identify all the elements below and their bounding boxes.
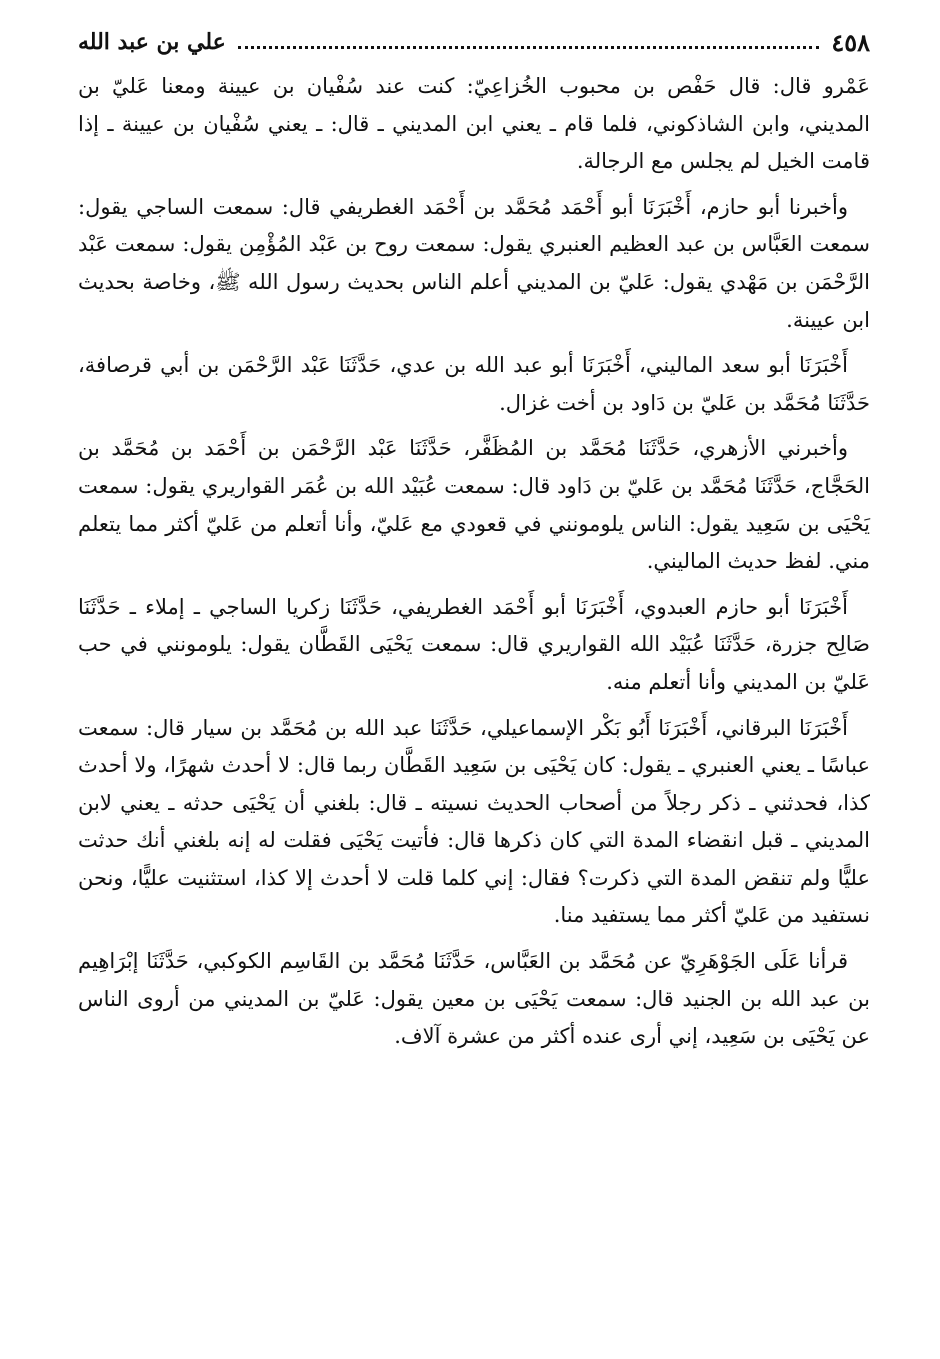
paragraph: وأخبرني الأزهري، حَدَّثَنَا مُحَمَّد بن المُظَفَّر، حَدَّثَنَا عَبْد الرَّحْمَن بن أَحْمَد بن مُحَمَّد بن الحَجَّاج، حَدَّثَنَا مُحَمَّد بن عَليّ بن دَاود قال: سمعت عُبَيْد الله بن عُمَر القواريري يقول: سمعت يَحْيَى بن سَعِيد يقول: الناس يلومونني في قعودي مع عَليّ، وأنا أتعلم من عَليّ أكثر مما يتعلم مني. لفظ حديث الماليني. (78, 436, 870, 574)
paragraph: عَمْرو قال: قال حَفْص بن محبوب الخُزاعِيّ: كنت عند سُفْيان بن عيينة ومعنا عَليّ بن المديني، وابن الشاذكوني، فلما قام ـ يعني ابن المديني ـ قال: ـ يعني سُفْيان بن عيينة ـ إذا قامت الخيل لم يجلس مع الرجالة. (78, 74, 870, 174)
dotted-leader (238, 46, 820, 49)
paragraph: أَخْبَرَنَا أبو سعد الماليني، أَخْبَرَنَا أبو عبد الله بن عدي، حَدَّثَنَا عَبْد الرَّحْمَن بن أبي قرصافة، حَدَّثَنَا مُحَمَّد بن عَليّ بن دَاود بن أخت غزال. (78, 353, 870, 415)
body-text (78, 68, 870, 1056)
paragraph: أَخْبَرَنَا البرقاني، أَخْبَرَنَا أَبُو بَكْر الإسماعيلي، حَدَّثَنَا عبد الله بن مُحَمَّد بن سيار قال: سمعت عباسًا ـ يعني العنبري ـ يقول: كان يَحْيَى بن سَعِيد القَطَّان ربما قال: لا أحدث شهرًا، ولا أحدث كذا، فحدثني ـ ذكر رجلاً من أصحاب الحديث نسيته ـ قال: بلغني أن يَحْيَى حدثه ـ يعني لابن المديني ـ قبل انقضاء المدة التي كان ذكرها قال: فأتيت يَحْيَى فقلت له إنه بلغني أنك حدثت عليًّا ولم تنقض المدة التي ذكرت؟ فقال: إني كلما قلت لا أحدث إلا كذا، استثنيت عليًّا، ونحن نستفيد من عَليّ أكثر مما يستفيد منا. (78, 715, 870, 928)
page-number: ٤٥٨ (831, 27, 870, 57)
running-header (78, 22, 870, 62)
book-page (78, 22, 870, 1064)
paragraph: قرأنا عَلَى الجَوْهَرِيّ عن مُحَمَّد بن العَبَّاس، حَدَّثَنَا مُحَمَّد بن القَاسِم الكوكبي، حَدَّثَنَا إبْرَاهِيم بن عبد الله بن الجنيد قال: سمعت يَحْيَى بن معين يقول: عَليّ بن المديني من أروى الناس عن يَحْيَى بن سَعِيد، إني أرى عنده أكثر من عشرة آلاف. (78, 949, 870, 1049)
paragraph: وأخبرنا أبو حازم، أَخْبَرَنَا أبو أَحْمَد مُحَمَّد بن أَحْمَد الغطريفي قال: سمعت الساجي يقول: سمعت العَبَّاس بن عبد العظيم العنبري يقول: سمعت روح بن عَبْد المُؤْمِن يقول: سمعت عَبْد الرَّحْمَن بن مَهْدي يقول: عَليّ بن المديني أعلم الناس بحديث رسول الله ﷺ، وخاصة بحديث ابن عيينة. (78, 194, 870, 332)
paragraph: أَخْبَرَنَا أبو حازم العبدوي، أَخْبَرَنَا أبو أَحْمَد الغطريفي، حَدَّثَنَا زكريا الساجي ـ إملاء ـ حَدَّثَنَا صَالِح جزرة، حَدَّثَنَا عُبَيْد الله القواريري قال: سمعت يَحْيَى القَطَّان يقول: يلومونني في حب عَليّ بن المديني وأنا أتعلم منه. (78, 594, 870, 694)
running-title: علي بن عبد الله (78, 29, 226, 55)
